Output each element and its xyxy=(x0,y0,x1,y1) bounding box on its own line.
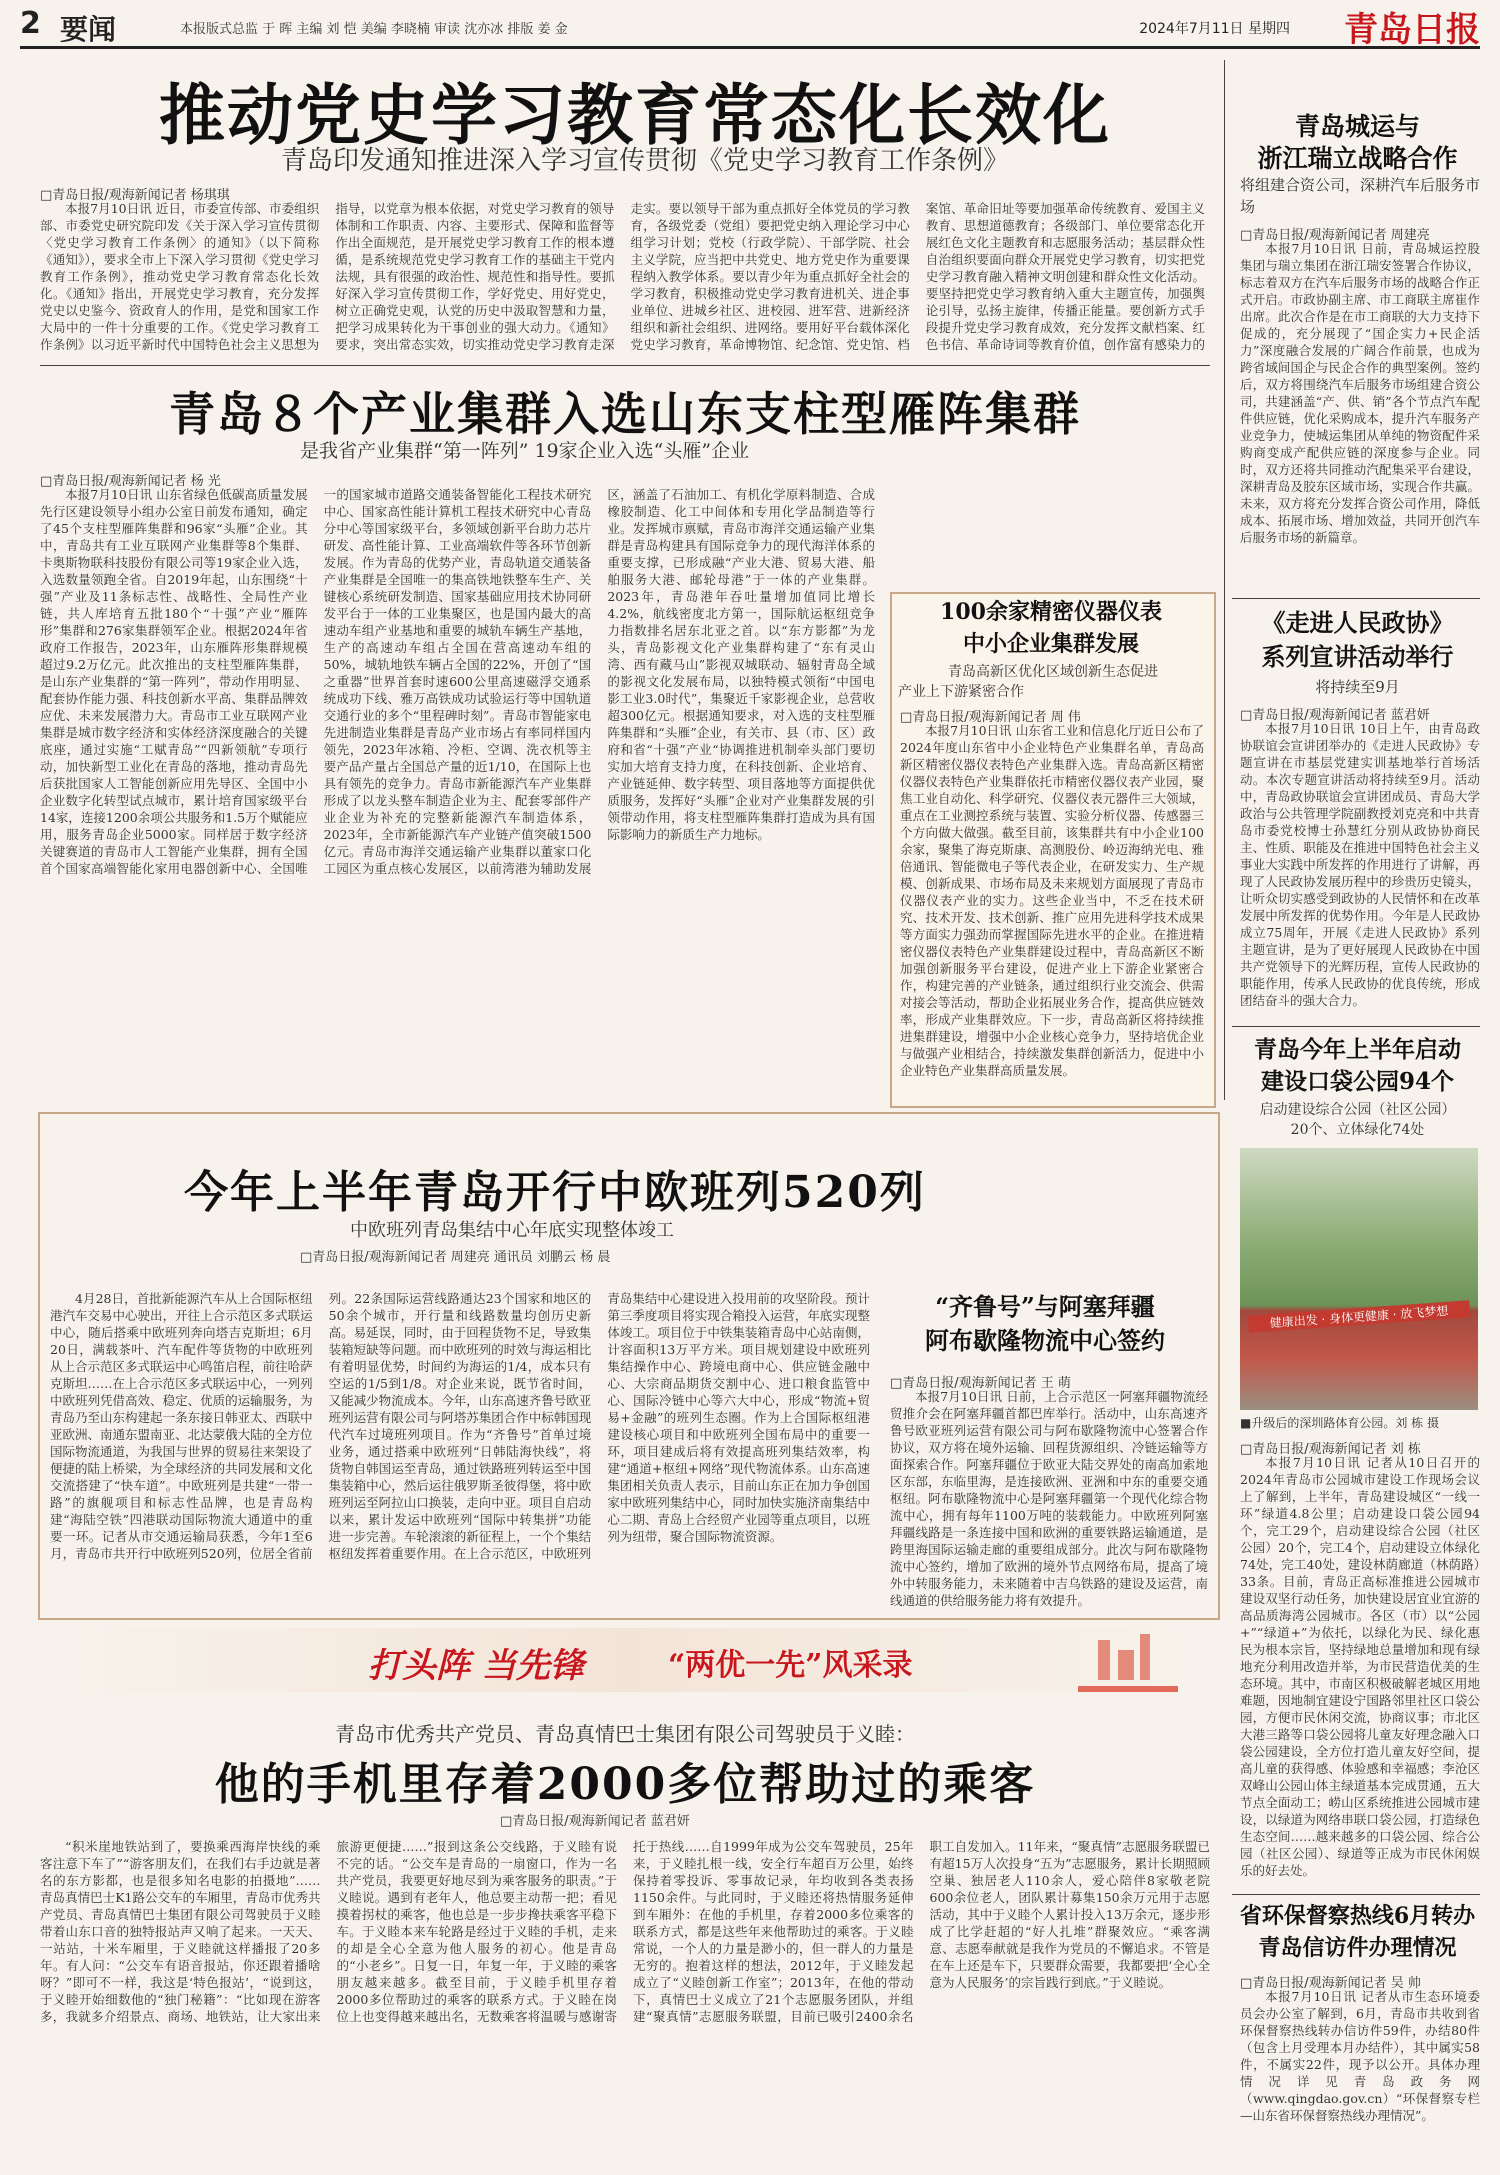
park-photo-sign: 健康出发 · 身体更健康 · 放飞梦想 xyxy=(1248,1300,1471,1332)
side2-byline: □青岛日报/观海新闻记者 蓝君妍 xyxy=(1240,708,1430,723)
masthead-logo: 青岛日报 xyxy=(1344,10,1480,50)
box1-subheadline-line2: 产业上下游紧密合作 xyxy=(898,684,1024,700)
side3-subheadline-line2: 20个、立体绿化74处 xyxy=(1290,1122,1425,1138)
box1-headline-line2: 中小企业集群发展 xyxy=(962,631,1139,657)
box1-headline-line1: 100余家精密仪器仪表 xyxy=(940,599,1162,625)
driver-byline: □青岛日报/观海新闻记者 蓝君妍 xyxy=(500,1814,690,1829)
side3-headline-line1: 青岛今年上半年启动 xyxy=(1254,1036,1461,1063)
silkroad-byline: □青岛日报/观海新闻记者 王 萌 xyxy=(890,1376,1071,1391)
lead-body: 本报7月10日讯 近日，市委宣传部、市委组织部、市委党史研究院印发《关于深入学习宣传贯彻〈党史学习教育工作条例〉的通知》（以下简称《通知》），要求全市上下深入学习贯彻《党史学习教育工作条例》，推动党史学习教育常态化长效化。《通知》指出，开展党史学习教育，充分发挥党史以史鉴今、资政育人的作用，是党和国家工作大局中的一件十分重要的工作。《党史学习教育工作条例》以习近平新时代中国特色社会主义思想为指导，以党章为根本依据，对党史学习教育的领导体制和工作职责、内容、主要形式、保障和监督等作出全面规范，是开展党史学习教育工作的根本遵循，是系统规范党史学习教育工作的基础主干党内法规，具有很强的政治性、规范性和指导性。要抓好深入学习宣传贯彻工作，学好党史、用好党史，树立正确党史观，认党的历史中汲取智慧和力量，把学习成果转化为干事创业的强大动力。《通知》要求，突出常态实效，切实推动党史学习教育走深走实。要以领导干部为重点抓好全体党员的学习教育，各级党委（党组）要把党史纳入理论学习中心组学习计划；党校（行政学院）、干部学院、社会主义学院，应当把中共党史、地方党史作为重要课程纳入教学体系。要以青少年为重点抓好全社会的学习教育，积极推动党史学习教育进机关、进企事业单位、进城乡社区、进校园、进军营、进新经济组织和新社会组织、进网络。要用好平台载体深化党史学习教育，革命博物馆、纪念馆、党史馆、档案馆、革命旧址等要加强革命传统教育、爱国主义教育、思想道德教育；各级部门、单位要常态化开展红色文化主题教育和志愿服务活动；基层群众性自治组织要面向群众开展党史学习教育，切实把党史学习教育融入精神文明创建和群众性文化活动。要坚持把党史学习教育纳入重大主题宣传，加强舆论引导，弘扬主旋律，传播正能量。要创新方式手段提升党史学习教育成效，充分发挥文献档案、红色书信、革命诗词等教育价值，创作富有感染力的 xyxy=(40,201,1205,352)
side4-byline: □青岛日报/观海新闻记者 吴 帅 xyxy=(1240,1976,1421,1991)
lead-headline: 推动党史学习教育常态化长效化 xyxy=(159,76,1111,154)
issue-date: 2024年7月11日 星期四 xyxy=(1139,21,1290,37)
lead-byline: □青岛日报/观海新闻记者 杨琪琪 xyxy=(40,188,230,203)
box1-subheadline-line1: 青岛高新区优化区域创新生态促进 xyxy=(948,664,1158,680)
rail-body: 4月28日，首批新能源汽车从上合国际枢纽港汽车交易中心驶出，开往上合示范区多式联运中心，随后搭乘中欧班列奔向塔吉克斯坦；6月20日，满载茶叶、汽车配件等货物的中欧班列从上合示范区多式联运中心鸣笛启程，前往哈萨克斯坦……在上合示范区多式联运中心，一列列中欧班列凭借高效、稳定、优质的运输服务，为青岛乃至山东构建起一条东接日韩亚太、西联中亚欧洲、南通东盟南亚、北达蒙俄大陆的全方位国际物流通道，为我国与世界的贸易往来架设了便捷的陆上桥梁，为全球经济的共同发展和文化交流搭建了“快车道”。中欧班列是共建“一带一路”的旗舰项目和标志性品牌，也是青岛构建“海陆空铁”四港联动国际物流大通道中的重要一环。记者从市交通运输局获悉，今年1至6月，青岛市共开行中欧班列520列，位居全省前列。22条国际运营线路通达23个国家和地区的50余个城市，开行量和线路数量均创历史新高。易延误，同时，由于回程货物不足，导致集装箱短缺等问题。而中欧班列的时效与海运相比有着明显优势，时间约为海运的1/4，成本只有空运的1/5到1/8。对企业来说，既节省时间，又能减少物流成本。今年，山东高速齐鲁号欧亚班列运营有限公司与阿塔苏集团合作中标韩国现代汽车过境班列项目。作为“齐鲁号”首单过境业务，通过搭乘中欧班列“日韩陆海快线”，将货物自韩国运至青岛，通过铁路班列转运至中国集装箱中心，然后运往俄罗斯圣彼得堡，将中欧班列运至阿拉山口换装，走向中亚。项目自启动以来，累计发运中欧班列“国际中转集拼”功能进一步完善。车轮滚滚的新征程上，一个个集结枢纽发挥着重要作用。在上合示范区，中欧班列青岛集结中心建设进入投用前的攻坚阶段。预计第三季度项目将实现合箱投入运营，年底实现整体竣工。项目位于中铁集装箱青岛中心站南侧，计容面积13万平方米。项目规划建设中欧班列集结操作中心、跨境电商中心、供应链金融中心、大宗商品期货交割中心、进口粮食监管中心、国际冷链中心等六大中心，形成“物流+贸易+金融”的班列生态圈。作为上合国际枢纽港建设核心项目和中欧班列全国布局中的重要一环，项目建成后将有效提高班列集结效率，构建“通道+枢纽+网络”现代物流体系。山东高速集团相关负责人表示，目前山东正在加力争创国家中欧班列集结中心，同时加快实施济南集结中心二期、青岛上合经贸产业园等重点项目，以班列为纽带，聚合国际物流资源。 xyxy=(50,1291,870,1561)
banner-slogan: 打头阵 当先锋 xyxy=(368,1646,584,1686)
rail-byline: □青岛日报/观海新闻记者 周建亮 通讯员 刘鹏云 杨 晨 xyxy=(300,1250,611,1265)
box1-byline: □青岛日报/观海新闻记者 周 伟 xyxy=(900,710,1081,725)
honor-banner xyxy=(38,1628,1218,1692)
side2-headline-line1: 《走进人民政协》 xyxy=(1261,608,1454,637)
side1-body: 本报7月10日讯 日前，青岛城运控股集团与瑞立集团在浙江瑞安签署合作协议，标志着双方在汽车后服务市场的战略合作正式开启。市政协副主席、市工商联主席崔作出席。此次合作是在市工商联的大力支持下促成的，充分展现了“国企实力+民企活力”深度融合发展的广阔合作前景，也成为跨省域间国企与民企合作的典型案例。签约后，双方将围绕汽车后服务市场组建合资公司，共建涵盖“产、供、销”各个节点汽车配件供应链，优化采购成本，提升汽车服务产业竞争力，使城运集团从单纯的物资配件采购商变成产配供应链的深度参与企业。同时，双方还将共同推动汽配集采平台建设，深耕青岛及胶东区域市场，实现合作共赢。未来，双方将充分发挥合资公司作用，降低成本、拓展市场、增加效益，共同开创汽车后服务市场的新篇章。 xyxy=(1240,241,1480,545)
side2-subheadline: 将持续至9月 xyxy=(1315,678,1400,696)
box1-body: 本报7月10日讯 山东省工业和信息化厅近日公布了2024年度山东省中小企业特色产业集群名单，青岛高新区精密仪器仪表特色产业集群入选。青岛高新区精密仪器仪表特色产业集群依托市精密仪器仪表产业园，聚焦工业自动化、科学研究、仪器仪表元器件三大领域，重点在工业测控系统与装置、实验分析仪器、传感器三个方向做大做强。截至目前，该集群共有中小企业100余家，聚集了海克斯康、高测股份、岭迈海纳光电、雅倍通讯、智能微电子等代表企业，在研发实力、生产规模、创新成果、市场布局及未来规划方面展现了青岛市仪器仪表产业的实力。这些企业当中，不乏在技术研究、技术开发、技术创新、推广应用先进科学技术成果等方面实力强劲而掌握国际先进水平的企业。在推进精密仪器仪表特色产业集群建设过程中，青岛高新区不断加强创新服务平台建设，促进产业上下游企业紧密合作，构建完善的产业链条，通过组织行业交流会、供需对接会等活动，帮助企业拓展业务合作，提高供应链效率，形成产业集群效应。下一步，青岛高新区将持续推进集群建设，增强中小企业核心竞争力，坚持培优企业与做强产业相结合，持续激发集群创新活力，促进中小企业特色产业集群高质量发展。 xyxy=(900,723,1204,1078)
driver-kicker: 青岛市优秀共产党员、青岛真情巴士集团有限公司驾驶员于义睦： xyxy=(335,1722,915,1746)
rail-headline: 今年上半年青岛开行中欧班列520列 xyxy=(184,1167,926,1218)
page-number: 2 xyxy=(20,6,41,41)
second-body: 本报7月10日讯 山东省绿色低碳高质量发展先行区建设领导小组办公室日前发布通知，确定了45个支柱型雁阵集群和96家“头雁”企业。其中，青岛共有工业互联网产业集群等8个集群、卡奥斯物联科技股份有限公司等19家企业入选，入选数量领跑全省。自2019年起，山东围绕“十强”产业及11条标志性、战略性、全局性产业链，共人库培育五批180个“十强”产业“雁阵形”集群和276家集群领军企业。根据2024年省政府工作报告，2023年，山东雁阵形集群规模超过9.2万亿元。此次推出的支柱型雁阵集群，是山东产业集群的“第一阵列”，带动作用明显、配套协作能力强、科技创新水平高、集群品牌效应优、未来发展潜力大。青岛市工业互联网产业集群是城市数字经济和实体经济深度融合的关键底座，通过实施“工赋青岛”“四新领航”专项行动，加快新型工业化在青岛的落地，推动青岛先后获批国家人工智能创新应用先导区、全国中小企业数字化转型试点城市，累计培育国家级平台14家，连接1200余项公共服务和1.5万个赋能应用，服务青岛企业5000家。同样居于数字经济关键赛道的青岛市人工智能产业集群，拥有全国首个国家高端智能化家用电器创新中心、全国唯一的国家城市道路交通装备智能化工程技术研究中心、国家高性能计算机工程技术研究中心青岛分中心等国家级平台，多领域创新平台助力芯片研发、高性能计算、工业高端软件等各环节创新发展。作为青岛的优势产业，青岛轨道交通装备产业集群是全国唯一的集高铁地铁整车生产、关键核心系统研发制造、国家基础应用技术协同研发平台于一体的工业集聚区，也是国内最大的高速动车组产业基地和重要的城轨车辆生产基地，生产的高速动车组占全国在营高速动车组的50%，城轨地铁车辆占全国的22%，开创了“国之重器”世界首套时速600公里高速磁浮交通系统成功下线、雅万高铁成功试验运行等中国轨道交通行业的多个“里程碑时刻”。青岛市智能家电先进制造业集群是青岛产业市场占有率同样国内领先，2023年冰箱、冷柜、空调、洗衣机等主要产品产量占全国总产量的近1/10，在国际上也具有领先的竞争力。青岛市新能源汽车产业集群形成了以龙头整车制造企业为主、配套零部件产业企业为补充的完整新能源汽车制造体系，2023年，全市新能源汽车产业链产值突破1500亿元。青岛市海洋交通运输产业集群以董家口化工园区为重点核心发展区，以前湾港为辅助发展区，涵盖了石油加工、有机化学原料制造、合成橡胶制造、化工中间体和专用化学品制造等行业。发挥城市禀赋，青岛市海洋交通运输产业集群是青岛构建具有国际竞争力的现代海洋体系的重要支撑，已形成融“产业大港、贸易大港、船舶服务大港、邮轮母港”于一体的产业集群。2023年，青岛港年吞吐量增加值同比增长4.2%，航线密度北方第一，国际航运枢纽竞争力指数排名居东北亚之首。以“东方影都”为龙头，青岛影视文化产业集群构建了“东有灵山湾、西有藏马山”影视双城联动、辐射青岛全域的影视文化发展布局，以独特模式领衔“中国电影工业3.0时代”，集聚近千家影视企业，总营收超300亿元。根据通知要求，对入选的支柱型雁阵集群和“头雁”企业，有关市、县（市、区）政府和省“十强”产业“协调推进机制牵头部门要切实加大培育支持力度，在科技创新、企业培育、产业链延伸、数字转型、项目落地等方面提供优质服务，发挥好“头雁”企业对产业集群发展的引领带动作用，将支柱型雁阵集群打造成为具有国际影响力的新质生产力地标。 xyxy=(40,487,875,876)
banner-quote: “两优一先”风采录 xyxy=(668,1648,913,1683)
side3-headline-line2: 建设口袋公园94个 xyxy=(1260,1068,1454,1095)
side2-body: 本报7月10日讯 10日上午，由青岛政协联谊会宣讲团举办的《走进人民政协》专题宣讲在市基层党建实训基地举行首场活动。本次专题宣讲活动将持续至9月。活动中，青岛政协联谊会宣讲团成员、青岛大学政治与公共管理学院副教授刘克亮和中共青岛市委党校博士孙慧红分别从政协协商民主、性质、职能及在推进中国特色社会主义事业大实践中所发挥的作用进行了讲解，再现了人民政协发展历程中的珍贵历史镜头，让听众切实感受到政协的人民情怀和在改革发展中所发挥的优势作用。今年是人民政协成立75周年，开展《走进人民政协》系列主题宣讲，是为了更好展现人民政协在中国共产党领导下的光辉历程，宣传人民政协的职能作用，传承人民政协的优良传统，形成团结奋斗的强大合力。 xyxy=(1240,721,1480,1008)
side2-headline-line2: 系列宣讲活动举行 xyxy=(1261,642,1454,671)
side3-body: 本报7月10日讯 记者从10日召开的2024年青岛市公园城市建设工作现场会议上了解到，上半年，青岛建设城区“一线一环”绿道4.8公里；启动建设口袋公园94个，完工29个，启动建设综合公园（社区公园）20个，完工4个，启动建设立体绿化74处，完工40处，建设林荫廊道（林荫路）33条。目前，青岛正高标准推进公园城市建设双坚行动任务，加快建设居宜业宜游的高品质海湾公园城市。各区（市）以“公园+”“绿道+”为依托，以绿化为民、绿化惠民为根本宗旨，坚持绿地总量增加和现有绿地充分利用改造并举，为市民营造优美的生态环境。其中，市南区积极破解老城区用地难题，因地制宜建设宁国路邻里社区口袋公园，方便市民休闲交流，协商议事；市北区大港三路等口袋公园将儿童友好理念融入口袋公园建设，全方位打造儿童友好空间，提高儿童的获得感、体验感和幸福感；李沧区双峰山公园山体主绿道基本完成贯通，五大节点全面动工；崂山区系统推进公园城市建设，以绿道为网络串联口袋公园，打造绿色生态空间……越来越多的口袋公园、综合公园（社区公园）、绿道等正成为市民休闲娱乐的好去处。 xyxy=(1240,1455,1480,1878)
rail-subheadline: 中欧班列青岛集结中心年底实现整体竣工 xyxy=(350,1220,674,1241)
side1-headline-line2: 浙江瑞立战略合作 xyxy=(1257,144,1458,173)
second-byline: □青岛日报/观海新闻记者 杨 光 xyxy=(40,474,221,489)
driver-body: “积米崖地铁站到了，要换乘西海岸快线的乘客注意下车了”“游客朋友们，在我们右手边就是著名的东方影都，也是很多知名电影的拍摄地”……青岛真情巴士K1路公交车的车厢里，青岛市优秀共产党员、青岛真情巴士集团有限公司驾驶员于义睦带着山东口音的独特报站声又响了起来。一天天、一站站，十米车厢里，于义睦就这样播报了20多年。有人问：“公交车有语音报站，你还跟着播啥呀？”即可不一样，我这是‘特色报站’，“说到这，于义睦开始细数他的“独门秘籍”：“比如现在游客多，我就多介绍景点、商场、地铁站，让大家出来旅游更便捷……”报到这条公交线路，于义睦有说不完的话。“公交车是青岛的一扇窗口，作为一名共产党员，我要更好地尽到为乘客服务的职责。”于义睦说。遇到有老年人，他总要主动帮一把；看见摸着拐杖的乘客，他也总是一步步搀扶乘客平稳下车。于义睦本来车轮路是经过于义睦的手机，走来的却是全心全意为他人服务的初心。他是青岛的“小老乡”。日复一日，年复一年，于义睦的乘客朋友越来越多。截至目前，于义睦手机里存着2000多位帮助过的乘客的联系方式。于义睦在岗位上也变得越来越出名，无数乘客将温暖与感谢寄托于热线……自1999年成为公交车驾驶员，25年来，于义睦扎根一线，安全行车超百万公里，始终保持着零投诉、零事故记录，年均收到各类表扬1150余件。与此同时，于义睦还将热情服务延伸到车厢外：在他的手机里，存着2000多位乘客的联系方式，都是这些年来他帮助过的乘客。于义睦常说，一个人的力量是渺小的，但一群人的力量是无穷的。抱着这样的想法，2012年，于义睦发起成立了“义睦创新工作室”；2013年，在他的带动下，真情巴士义成立了21个志愿服务团队，并组建“聚真情”志愿服务联盟，目前已吸引2400余名职工自发加入。11年来，“聚真情”志愿服务联盟已有超15万人次投身“五为”志愿服务，累计长期照顾空巢、独居老人110余人，爱心陪伴8家敬老院600余位老人，团队累计募集150余万元用于志愿活动，其中于义睦个人累计投入13万余元，逐步形成了比学赶超的“好人扎堆”群聚效应。“乘客满意、志愿奉献就是我作为党员的不懈追求。不管是在车上还是车下，只要群众需要，我都要把‘全心全意为人民服务’的宗旨践行到底。”于义睦说。 xyxy=(40,1839,1210,2024)
second-subheadline: 是我省产业集群“第一阵列” 19家企业入选“头雁”企业 xyxy=(300,440,750,462)
section-name: 要闻 xyxy=(60,13,117,46)
lead-divider xyxy=(40,365,1210,366)
silkroad-headline-line2: 阿布歇隆物流中心签约 xyxy=(925,1326,1165,1355)
side1-subheadline: 将组建合资公司，深耕汽车后服务市场 xyxy=(1240,176,1481,216)
park-photo-caption: ■升级后的深圳路体育公园。刘 栋 摄 xyxy=(1240,1416,1439,1430)
sidebar-divider xyxy=(1224,60,1225,1100)
side1-headline-line1: 青岛城运与 xyxy=(1294,112,1420,141)
side2-divider xyxy=(1232,598,1480,599)
side3-subheadline-line1: 启动建设综合公园（社区公园） xyxy=(1259,1102,1456,1118)
side1-byline: □青岛日报/观海新闻记者 周建亮 xyxy=(1240,228,1430,243)
side4-body: 本报7月10日讯 记者从市生态环境委员会办公室了解到，6月，青岛市共收到省环保督察热线转办信访件59件，办结80件（包含上月受理本月办结件），其中属实58件，不属实22件，现予以公开。具体办理情况详见青岛政务网（www.qingdao.gov.cn）“环保督察专栏—山东省环保督察热线办理情况”。 xyxy=(1240,1989,1480,2123)
lead-subheadline: 青岛印发通知推进深入学习宣传贯彻《党史学习教育工作条例》 xyxy=(280,146,1009,176)
page-header xyxy=(20,6,1480,49)
park-photo xyxy=(1240,1148,1478,1410)
second-headline: 青岛８个产业集群入选山东支柱型雁阵集群 xyxy=(169,387,1081,441)
side4-headline-line1: 省环保督察热线6月转办 xyxy=(1239,1903,1476,1929)
side3-divider xyxy=(1232,1026,1480,1027)
driver-headline: 他的手机里存着2000多位帮助过的乘客 xyxy=(214,1759,1036,1810)
banner-skyline-graphic xyxy=(1078,1634,1178,1692)
silkroad-headline-line1: “齐鲁号”与阿塞拜疆 xyxy=(935,1292,1155,1321)
side4-divider xyxy=(1232,1894,1480,1895)
silkroad-body: 本报7月10日讯 日前，上合示范区一阿塞拜疆物流经贸推介会在阿塞拜疆首都巴库举行。活动中，山东高速齐鲁号欧亚班列运营有限公司与阿布歇隆物流中心签署合作协议，双方将在境外运输、回程货源组织、冷链运输等方面探索合作。阿塞拜疆位于欧亚大陆交界处的南高加索地区东部，东临里海，是连接欧洲、亚洲和中东的重要交通枢纽。阿布歇隆物流中心是阿塞拜疆第一个现代化综合物流中心，拥有每年1100万吨的装载能力。中欧班列阿塞拜疆线路是一条连接中国和欧洲的重要铁路运输通道，是跨里海国际运输走廊的重要组成部分。此次与阿布歇隆物流中心签约，增加了欧洲的境外节点网络布局，提高了境外中转服务能力，未来随着中吉乌铁路的建设及运营，南线通道的供给服务能力将有效提升。 xyxy=(890,1389,1208,1608)
side4-headline-line2: 青岛信访件办理情况 xyxy=(1258,1935,1457,1961)
editor-credits: 本报版式总监 于 晖 主编 刘 恺 美编 李晓楠 审读 沈亦冰 排版 姜 金 xyxy=(180,22,568,37)
side3-byline: □青岛日报/观海新闻记者 刘 栋 xyxy=(1240,1442,1421,1457)
